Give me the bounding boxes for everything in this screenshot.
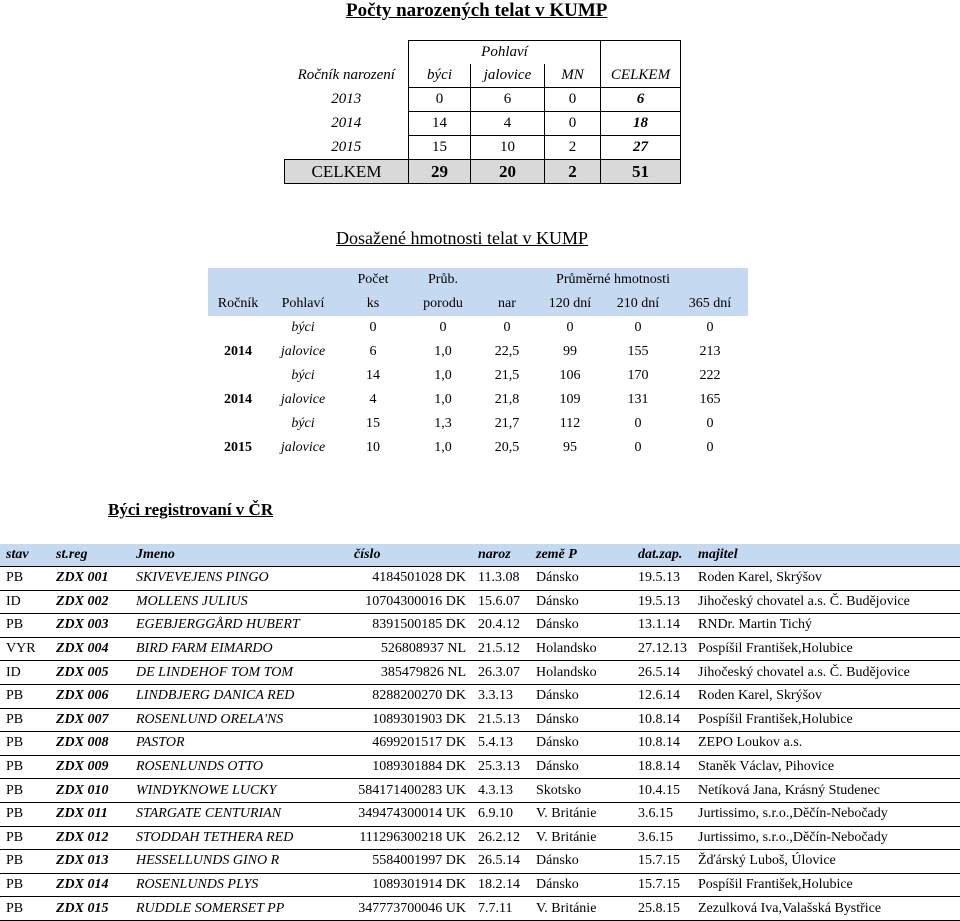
bulls-header-reg: st.reg	[50, 544, 130, 567]
bulls-cell-status: PB	[0, 708, 50, 732]
weights-cell: 0	[503, 320, 511, 335]
bulls-cell-date: 10.8.14	[632, 732, 692, 756]
weights-header	[208, 268, 268, 292]
weights-cell: 109	[559, 392, 581, 407]
weights-header-avg: Průměrné hmotnosti	[556, 272, 670, 287]
table-row	[0, 732, 960, 756]
weights-cell: 0	[566, 320, 574, 335]
bulls-cell-born: 21.5.13	[472, 708, 530, 732]
bulls-cell-country: Dánsko	[530, 850, 632, 874]
births-cell-total: 6	[601, 88, 681, 112]
bulls-cell-status: PB	[0, 614, 50, 638]
bulls-cell-born: 11.3.08	[472, 567, 530, 591]
bulls-cell-owner: Roden Karel, Skrýšov	[692, 567, 960, 591]
weights-header-210: 210 dní	[616, 296, 660, 311]
births-cell: 0	[545, 88, 601, 112]
bulls-cell-country: Skotsko	[530, 779, 632, 803]
bulls-cell-reg: ZDX 009	[50, 755, 130, 779]
births-header-row	[285, 64, 681, 88]
bulls-cell-reg: ZDX 014	[50, 873, 130, 897]
bulls-cell-status: PB	[0, 567, 50, 591]
bulls-cell-date: 25.8.15	[632, 897, 692, 921]
bulls-cell-name: PASTOR	[130, 732, 348, 756]
weights-cell-sex: býci	[291, 320, 315, 335]
weights-header-120: 120 dní	[548, 296, 592, 311]
weights-cell: 213	[699, 344, 721, 359]
weights-cell: 1,3	[434, 416, 452, 431]
weights-cell-sex: býci	[291, 416, 315, 431]
weights-header-sex: Pohlaví	[281, 296, 325, 311]
bulls-cell-number: 111296300218 UK	[348, 826, 472, 850]
bulls-cell-name: WINDYKNOWE LUCKY	[130, 779, 348, 803]
weights-cell-sex: jalovice	[280, 440, 326, 455]
bulls-header-born: naroz	[472, 544, 530, 567]
bulls-header-status: stav	[0, 544, 50, 567]
bulls-cell-status: ID	[0, 661, 50, 685]
bulls-cell-reg: ZDX 003	[50, 614, 130, 638]
bulls-cell-owner: Pospíšil František,Holubice	[692, 708, 960, 732]
bulls-cell-date: 13.1.14	[632, 614, 692, 638]
weights-cell: 1,0	[434, 368, 452, 383]
weights-cell-year: 2015	[224, 440, 252, 455]
births-row	[285, 112, 681, 136]
bulls-cell-country: Holandsko	[530, 637, 632, 661]
births-total-cell: 29	[409, 160, 471, 184]
births-row	[285, 136, 681, 160]
bulls-cell-name: HESSELLUNDS GINO R	[130, 850, 348, 874]
title-registered-bulls: Býci registrovaní v ČR	[108, 500, 274, 519]
weights-header	[268, 268, 338, 292]
table-row	[0, 708, 960, 732]
bulls-cell-name: LINDBJERG DANICA RED	[130, 684, 348, 708]
weights-header-365: 365 dní	[688, 296, 732, 311]
bulls-cell-name: RUDDLE SOMERSET PP	[130, 897, 348, 921]
title-births: Počty narozených telat v KUMP	[346, 0, 608, 21]
weights-header-row-2	[208, 292, 748, 316]
births-cell: 2	[545, 136, 601, 160]
bulls-cell-name: ROSENLUNDS OTTO	[130, 755, 348, 779]
bulls-cell-country: V. Británie	[530, 897, 632, 921]
bulls-cell-date: 19.5.13	[632, 590, 692, 614]
bulls-header-date: dat.zap.	[632, 544, 692, 567]
births-cell: 14	[409, 112, 471, 136]
bulls-cell-status: PB	[0, 732, 50, 756]
weights-cell: 10	[366, 440, 380, 455]
bulls-cell-reg: ZDX 004	[50, 637, 130, 661]
weights-cell: 14	[366, 368, 380, 383]
bulls-cell-owner: Netíková Jana, Krásný Studenec	[692, 779, 960, 803]
weights-cell: 0	[634, 320, 642, 335]
table-row	[0, 850, 960, 874]
weights-row	[208, 412, 748, 436]
bulls-cell-owner: Zezulková Iva,Valašská Bystřice	[692, 897, 960, 921]
births-cell-year: 2015	[331, 138, 362, 155]
bulls-header-name: Jmeno	[130, 544, 348, 567]
table-row	[0, 637, 960, 661]
weights-cell: 21,8	[494, 392, 520, 407]
weights-cell: 21,7	[494, 416, 520, 431]
bulls-cell-owner: Jurtissimo, s.r.o.,Děčín-Nebočady	[692, 802, 960, 826]
weights-cell: 165	[699, 392, 721, 407]
bulls-cell-date: 27.12.13	[632, 637, 692, 661]
weights-cell: 22,5	[494, 344, 520, 359]
births-table	[284, 40, 681, 184]
births-header-total: CELKEM	[601, 64, 681, 88]
title-weights: Dosažené hmotnosti telat v KUMP	[336, 228, 588, 248]
bulls-cell-date: 10.4.15	[632, 779, 692, 803]
weights-cell: 155	[627, 344, 649, 359]
bulls-cell-reg: ZDX 005	[50, 661, 130, 685]
bulls-cell-country: Dánsko	[530, 590, 632, 614]
bulls-cell-country: Dánsko	[530, 614, 632, 638]
bulls-cell-status: VYR	[0, 637, 50, 661]
bulls-cell-date: 18.8.14	[632, 755, 692, 779]
bulls-cell-born: 15.6.07	[472, 590, 530, 614]
births-total-label: CELKEM	[285, 160, 409, 184]
bulls-cell-number: 349474300014 UK	[348, 802, 472, 826]
bulls-cell-number: 5584001997 DK	[348, 850, 472, 874]
bulls-header-row	[0, 544, 960, 567]
bulls-cell-date: 3.6.15	[632, 826, 692, 850]
births-group-header-row	[285, 41, 681, 65]
bulls-cell-born: 4.3.13	[472, 779, 530, 803]
weights-cell: 1,0	[434, 440, 452, 455]
bulls-cell-born: 25.3.13	[472, 755, 530, 779]
weights-cell: 0	[634, 440, 642, 455]
bulls-cell-reg: ZDX 001	[50, 567, 130, 591]
bulls-cell-name: STARGATE CENTURIAN	[130, 802, 348, 826]
weights-cell-year: 2014	[224, 392, 252, 407]
bulls-cell-owner: Žďárský Luboš, Úlovice	[692, 850, 960, 874]
bulls-cell-country: Dánsko	[530, 684, 632, 708]
table-row	[0, 684, 960, 708]
weights-cell-sex: jalovice	[280, 344, 326, 359]
bulls-cell-status: PB	[0, 779, 50, 803]
weights-cell: 4	[369, 392, 377, 407]
bulls-cell-reg: ZDX 002	[50, 590, 130, 614]
table-row	[0, 590, 960, 614]
bulls-cell-reg: ZDX 008	[50, 732, 130, 756]
bulls-cell-country: Dánsko	[530, 755, 632, 779]
bulls-cell-reg: ZDX 011	[50, 802, 130, 826]
weights-cell: 99	[563, 344, 577, 359]
bulls-cell-born: 7.7.11	[472, 897, 530, 921]
weights-cell-year	[208, 316, 268, 340]
bulls-cell-number: 1089301914 DK	[348, 873, 472, 897]
births-total-cell: 2	[545, 160, 601, 184]
weights-cell: 15	[366, 416, 380, 431]
bulls-cell-number: 347773700046 UK	[348, 897, 472, 921]
weights-cell: 222	[699, 368, 721, 383]
bulls-cell-date: 15.7.15	[632, 873, 692, 897]
bulls-cell-born: 3.3.13	[472, 684, 530, 708]
bulls-cell-born: 5.4.13	[472, 732, 530, 756]
births-total-cell: 51	[601, 160, 681, 184]
weights-cell-year: 2014	[224, 344, 252, 359]
weights-header-count: Počet	[357, 272, 389, 287]
bulls-cell-name: SKIVEVEJENS PINGO	[130, 567, 348, 591]
bulls-cell-status: PB	[0, 897, 50, 921]
bulls-cell-country: Dánsko	[530, 567, 632, 591]
weights-cell: 0	[706, 320, 714, 335]
births-cell-total: 27	[601, 136, 681, 160]
bulls-cell-reg: ZDX 010	[50, 779, 130, 803]
weights-header-year: Ročník	[217, 296, 259, 311]
bulls-cell-reg: ZDX 015	[50, 897, 130, 921]
weights-row	[208, 364, 748, 388]
bulls-cell-date: 19.5.13	[632, 567, 692, 591]
births-cell-year: 2014	[331, 115, 362, 131]
bulls-body	[0, 567, 960, 921]
bulls-cell-born: 18.2.14	[472, 873, 530, 897]
weights-cell: 170	[627, 368, 649, 383]
weights-header-ks: ks	[366, 296, 380, 311]
births-total-row	[285, 160, 681, 184]
weights-header-porodu: porodu	[423, 296, 463, 311]
bulls-cell-status: PB	[0, 755, 50, 779]
weights-header-row-1	[208, 268, 748, 292]
weights-cell: 106	[559, 368, 581, 383]
bulls-cell-number: 1089301884 DK	[348, 755, 472, 779]
weights-cell: 21,5	[494, 368, 520, 383]
bulls-cell-reg: ZDX 006	[50, 684, 130, 708]
weights-cell: 20,5	[494, 440, 520, 455]
table-row	[0, 661, 960, 685]
weights-row	[208, 316, 748, 340]
bulls-cell-name: BIRD FARM EIMARDO	[130, 637, 348, 661]
bulls-cell-country: Holandsko	[530, 661, 632, 685]
bulls-cell-number: 8391500185 DK	[348, 614, 472, 638]
bulls-cell-status: PB	[0, 802, 50, 826]
weights-cell: 131	[627, 392, 649, 407]
births-cell: 0	[409, 88, 471, 112]
weights-cell: 95	[563, 440, 577, 455]
weights-header-birth: nar	[498, 296, 516, 311]
births-cell-total: 18	[601, 112, 681, 136]
bulls-cell-owner: Jurtissimo, s.r.o.,Děčín-Nebočady	[692, 826, 960, 850]
bulls-cell-name: ROSENLUNDS PLYS	[130, 873, 348, 897]
bulls-cell-status: PB	[0, 850, 50, 874]
bulls-cell-name: DE LINDEHOF TOM TOM	[130, 661, 348, 685]
bulls-cell-name: ROSENLUND ORELA'NS	[130, 708, 348, 732]
bulls-cell-owner: Pospíšil František,Holubice	[692, 637, 960, 661]
bulls-cell-date: 10.8.14	[632, 708, 692, 732]
weights-cell-sex: jalovice	[280, 392, 326, 407]
weights-cell-sex: býci	[291, 368, 315, 383]
weights-cell: 1,0	[434, 344, 452, 359]
table-row	[0, 567, 960, 591]
bulls-cell-born: 6.9.10	[472, 802, 530, 826]
weights-cell-year	[208, 364, 268, 388]
births-total-cell: 20	[471, 160, 545, 184]
bulls-cell-born: 26.3.07	[472, 661, 530, 685]
births-cell: 4	[471, 112, 545, 136]
births-cell-year: 2013	[331, 91, 362, 107]
bulls-cell-country: Dánsko	[530, 732, 632, 756]
table-row	[0, 755, 960, 779]
bulls-cell-country: Dánsko	[530, 708, 632, 732]
bulls-cell-status: ID	[0, 590, 50, 614]
weights-row	[208, 436, 748, 460]
bulls-cell-date: 12.6.14	[632, 684, 692, 708]
weights-row	[208, 340, 748, 364]
bulls-header-owner: majitel	[692, 544, 960, 567]
bulls-cell-date: 26.5.14	[632, 661, 692, 685]
weights-header-calving: Průb.	[428, 272, 458, 287]
bulls-cell-number: 584171400283 UK	[348, 779, 472, 803]
bulls-cell-born: 26.2.12	[472, 826, 530, 850]
weights-cell: 6	[369, 344, 377, 359]
weights-cell-year	[208, 412, 268, 436]
bulls-cell-status: PB	[0, 873, 50, 897]
bulls-cell-owner: Jihočeský chovatel a.s. Č. Budějovice	[692, 590, 960, 614]
bulls-cell-date: 3.6.15	[632, 802, 692, 826]
births-header-mn: MN	[545, 64, 601, 88]
bulls-cell-date: 15.7.15	[632, 850, 692, 874]
bulls-header-country: země P	[530, 544, 632, 567]
table-row	[0, 779, 960, 803]
bulls-cell-owner: ZEPO Loukov a.s.	[692, 732, 960, 756]
bulls-cell-status: PB	[0, 826, 50, 850]
table-row	[0, 802, 960, 826]
weights-cell: 112	[559, 416, 581, 431]
bulls-cell-country: V. Británie	[530, 802, 632, 826]
bulls-cell-born: 26.5.14	[472, 850, 530, 874]
table-row	[0, 826, 960, 850]
births-group-header: Pohlaví	[409, 41, 601, 65]
weights-table	[208, 268, 748, 460]
bulls-cell-status: PB	[0, 684, 50, 708]
bulls-cell-number: 4184501028 DK	[348, 567, 472, 591]
births-row	[285, 88, 681, 112]
births-header-bulls: býci	[409, 64, 471, 88]
bulls-cell-reg: ZDX 007	[50, 708, 130, 732]
bulls-cell-number: 1089301903 DK	[348, 708, 472, 732]
weights-cell: 0	[706, 416, 714, 431]
weights-cell: 0	[634, 416, 642, 431]
bulls-cell-owner: Staněk Václav, Pihovice	[692, 755, 960, 779]
births-cell: 15	[409, 136, 471, 160]
table-row	[0, 614, 960, 638]
births-header-heifers: jalovice	[471, 64, 545, 88]
weights-cell: 0	[369, 320, 377, 335]
bulls-cell-reg: ZDX 012	[50, 826, 130, 850]
bulls-cell-name: EGEBJERGGÅRD HUBERT	[130, 614, 348, 638]
bulls-cell-country: Dánsko	[530, 873, 632, 897]
bulls-cell-owner: Jihočeský chovatel a.s. Č. Budějovice	[692, 661, 960, 685]
births-cell: 10	[471, 136, 545, 160]
weights-cell: 0	[706, 440, 714, 455]
bulls-cell-owner: RNDr. Martin Tichý	[692, 614, 960, 638]
bulls-cell-number: 385479826 NL	[348, 661, 472, 685]
bulls-cell-number: 10704300016 DK	[348, 590, 472, 614]
bulls-table	[0, 544, 960, 921]
bulls-cell-number: 526808937 NL	[348, 637, 472, 661]
births-header-year: Ročník narození	[297, 67, 395, 84]
weights-row	[208, 388, 748, 412]
bulls-cell-number: 4699201517 DK	[348, 732, 472, 756]
bulls-cell-owner: Pospíšil František,Holubice	[692, 873, 960, 897]
bulls-cell-name: STODDAH TETHERA RED	[130, 826, 348, 850]
births-cell: 0	[545, 112, 601, 136]
bulls-cell-name: MOLLENS JULIUS	[130, 590, 348, 614]
bulls-cell-reg: ZDX 013	[50, 850, 130, 874]
births-cell: 6	[471, 88, 545, 112]
weights-cell: 0	[439, 320, 447, 335]
bulls-cell-country: V. Británie	[530, 826, 632, 850]
bulls-cell-owner: Roden Karel, Skrýšov	[692, 684, 960, 708]
table-row	[0, 897, 960, 921]
bulls-cell-born: 20.4.12	[472, 614, 530, 638]
bulls-cell-born: 21.5.12	[472, 637, 530, 661]
bulls-header-number: číslo	[348, 544, 472, 567]
bulls-cell-number: 8288200270 DK	[348, 684, 472, 708]
weights-cell: 1,0	[434, 392, 452, 407]
table-row	[0, 873, 960, 897]
